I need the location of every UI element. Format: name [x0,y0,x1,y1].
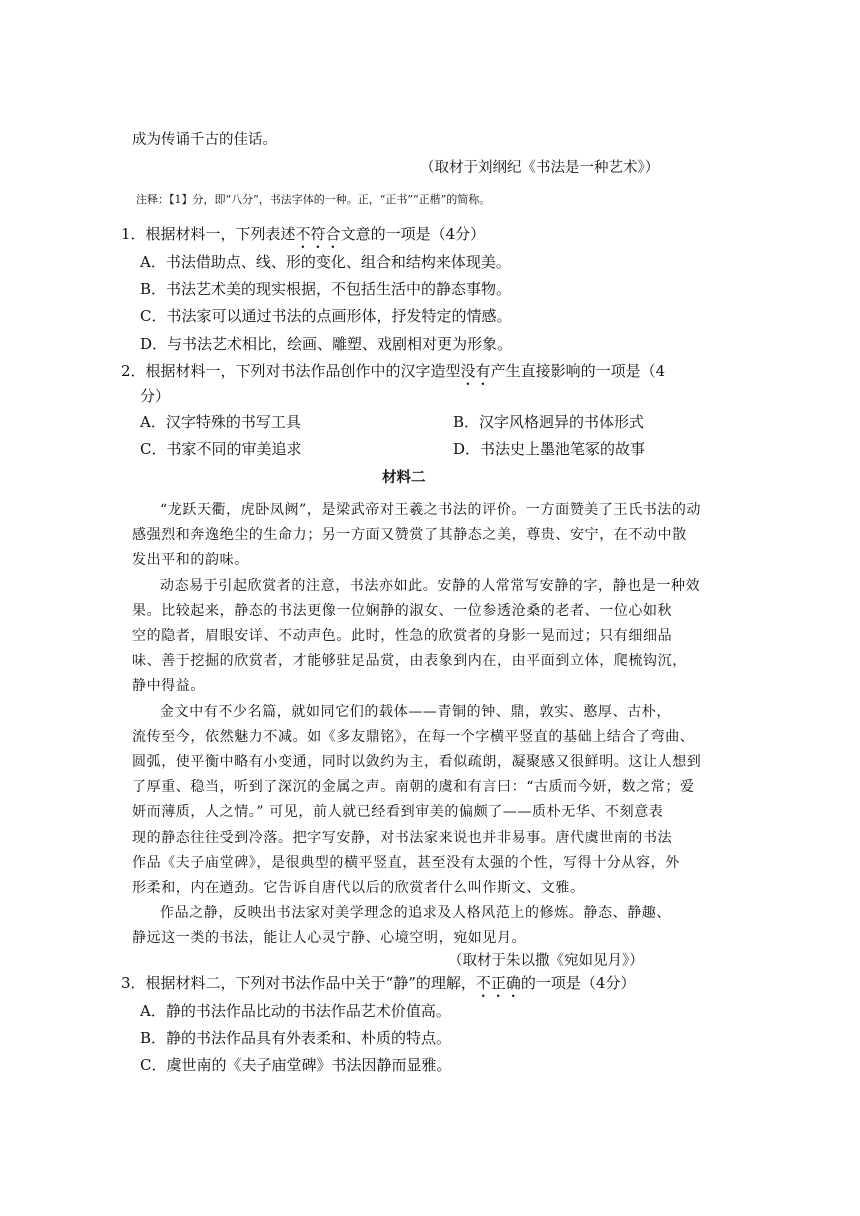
question-1-stem: 1．根据材料一，下列表述不符合文意的一项是（4分） [121,225,486,243]
material-2-line: 静中得益。 [132,678,205,694]
source-1: （取材于刘纲纪《书法是一种艺术》） [420,160,660,176]
material-2-line: 了厚重、稳当，听到了深沉的金属之声。南朝的虞和有言曰：“古质而今妍，数之常；爱 [132,779,695,795]
question-3-option-a: A．静的书法作品比动的书法作品艺术价值高。 [140,1002,451,1020]
material-2-line: 味、善于挖掘的欣赏者，才能够驻足品赏，由表象到内在，由平面到立体，爬梳钩沉， [132,653,687,669]
question-2-option-a: A．汉字特殊的书写工具 [140,413,301,431]
material-2-line: “龙跃天衢，虎卧凤阙”，是梁武帝对王羲之书法的评价。一方面赞美了王氏书法的动 [160,502,702,518]
material-2-line: 流传至今，依然魅力不减。如《多友鼎铭》，在每一个字横平竖直的基础上结合了弯曲、 [132,729,695,745]
material-2-line: 作品之静，反映出书法家对美学理念的追求及人格风范上的修炼。静态、静趣、 [160,905,671,921]
question-2-stem: 2．根据材料一，下列对书法作品创作中的汉字造型没有产生直接影响的一项是（4 [121,362,666,380]
footnote: 注释：【1】分，即“八分”，书法字体的一种。正，“正书”“正楷”的简称。 [136,193,491,206]
material-2-line: 金文中有不少名篇，就如同它们的载体——青铜的钟、鼎，敦实、憨厚、古朴， [160,704,671,720]
question-2-stem-continued: 分） [140,387,171,405]
material-2-line: 现的静态往往受到冷落。把字写安静，对书法家来说也并非易事。唐代虞世南的书法 [132,830,673,846]
question-3-stem: 3．根据材料二，下列对书法作品中关于“静”的理解，不正确的一项是（4分） [121,974,636,992]
source-2: （取材于朱以撒《宛如见月》） [448,953,644,969]
material-2-line: 形柔和，内在遒劲。它告诉自唐代以后的欣赏者什么叫作斯文、文雅。 [132,880,585,896]
question-1-option-d: D．与书法艺术相比，绘画、雕塑、戏剧相对更为形象。 [140,335,513,353]
material-2-line: 圆弧，使平衡中略有小变通，同时以敛约为主，看似疏朗，凝聚感又很鲜明。这让人想到 [132,754,702,770]
material-2-line: 果。比较起来，静态的书法更像一位娴静的淑女、一位参透沧桑的老者、一位心如秋 [132,603,673,619]
intro-tail: 成为传诵千古的佳话。 [132,132,277,148]
material-2-line: 发出平和的韵味。 [132,552,249,568]
question-2-option-b: B．汉字风格迥异的书体形式 [453,413,645,431]
question-1-option-c: C．书法家可以通过书法的点画形体，抒发特定的情感。 [140,307,512,325]
material-2-line: 动态易于引起欣赏者的注意，书法亦如此。安静的人常常写安静的字，静也是一种效 [160,578,701,594]
emphasis-text: 没有 [460,362,491,380]
material-2-line: 妍而薄质，人之情。” 可见，前人就已经看到审美的偏颇了——质朴无华、不刻意表 [132,804,664,820]
material-2-line: 空的隐者，眉眼安详、不动声色。此时，性急的欣赏者的身影一晃而过；只有细细品 [132,628,673,644]
material-2-line: 作品《夫子庙堂碑》，是很典型的横平竖直，甚至没有太强的个性，写得十分从容，外 [132,855,680,871]
question-1-option-a: A．书法借助点、线、形的变化、组合和结构来体现美。 [140,253,511,271]
emphasis-text: 不符合 [295,225,341,243]
question-3-option-c: C．虞世南的《夫子庙堂碑》书法因静而显雅。 [140,1056,452,1074]
question-2-option-c: C．书家不同的审美追求 [140,440,302,458]
question-2-option-d: D．书法史上墨池笔冢的故事 [453,440,646,458]
material-2-title: 材料二 [382,469,426,486]
question-1-option-b: B．书法艺术美的现实根据，不包括生活中的静态事物。 [140,280,512,298]
question-3-option-b: B．静的书法作品具有外表柔和、朴质的特点。 [140,1029,452,1047]
material-2-line: 静远这一类的书法，能让人心灵宁静、心境空明，宛如见月。 [132,930,527,946]
emphasis-text: 不正确 [475,974,521,992]
material-2-line: 感强烈和奔逸绝尘的生命力；另一方面又赞赏了其静态之美，尊贵、安宁，在不动中散 [132,527,687,543]
